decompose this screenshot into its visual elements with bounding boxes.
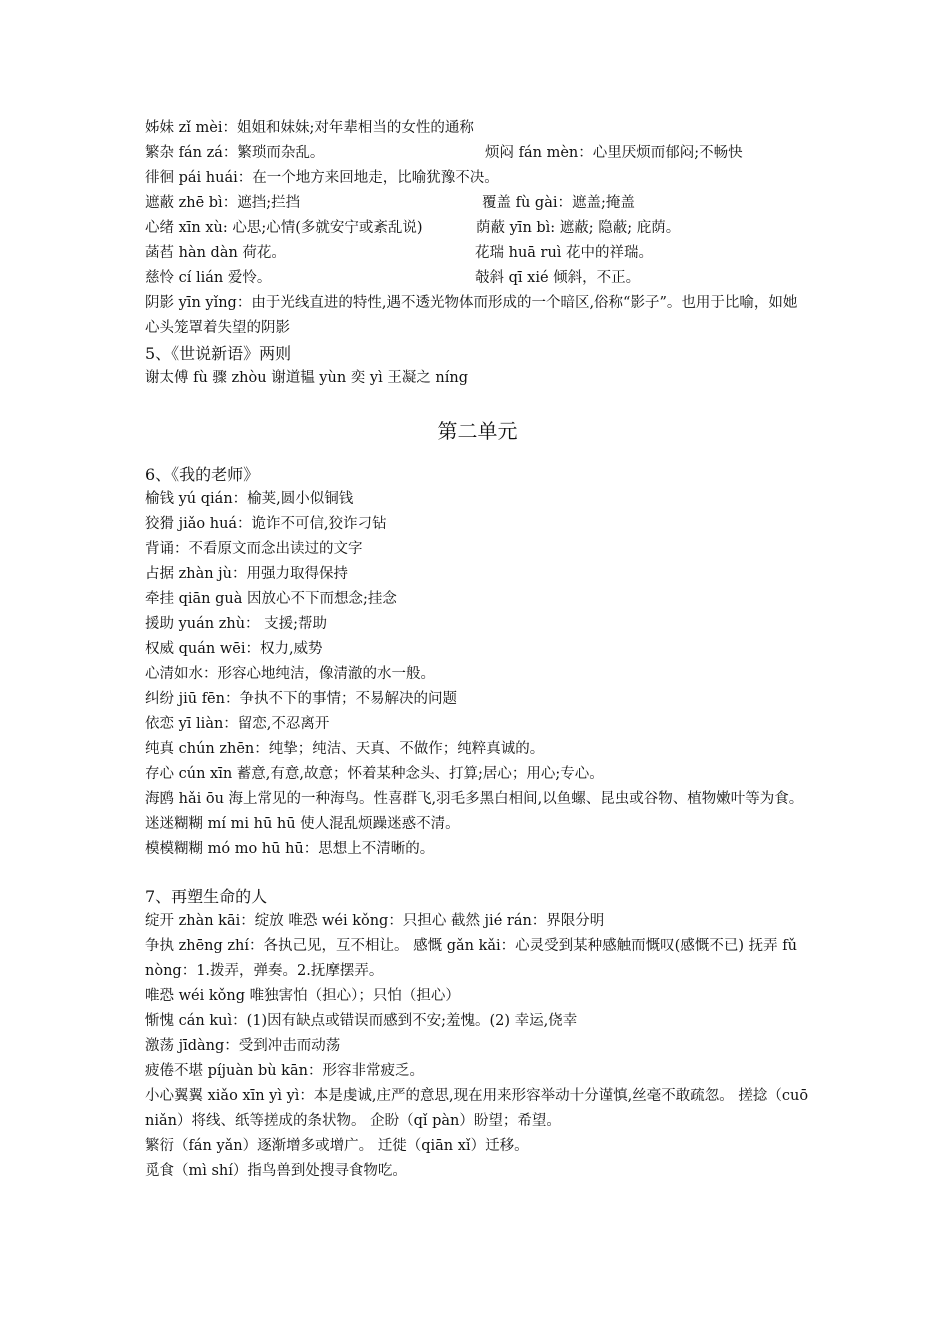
vocab-line: 觅食（mì shí）指鸟兽到处搜寻食物吃。 [145,1163,407,1179]
vocab-line: 纠纷 jiū fēn：争执不下的事情；不易解决的问题 [145,691,457,707]
vocab-line-pair [145,241,810,266]
vocab-line: 绽开 zhàn kāi：绽放 唯恐 wéi kǒng：只担心 截然 jié rán：界限分明 [145,913,605,929]
section-heading: 6、《我的老师》 [145,465,260,484]
vocab-line: 惭愧 cán kuì：(1)因有缺点或错误而感到不安;羞愧。(2) 幸运,侥幸 [145,1013,578,1029]
vocab-line: 依恋 yī liàn：留恋,不忍离开 [145,716,330,732]
vocab-line-pair [145,266,810,291]
vocab-entry: 繁杂 fán zá：繁琐而杂乱。 [145,145,325,161]
vocab-entry: 覆盖 fù gài：遮盖;掩盖 [482,195,635,211]
vocab-line: 姊妹 zǐ mèi：姐姐和妹妹;对年辈相当的女性的通称 [145,120,474,136]
vocab-line-pair [145,191,810,216]
vocab-entry: 慈怜 cí lián 爱怜。 [145,270,272,286]
vocab-line: 背诵：不看原文而念出读过的文字 [145,541,363,557]
vocab-line: 纯真 chún zhēn：纯挚；纯洁、天真、不做作；纯粹真诚的。 [145,741,545,757]
vocab-line: 心清如水：形容心地纯洁，像清澈的水一般。 [145,666,435,682]
vocab-line: 唯恐 wéi kǒng 唯独害怕（担心）；只怕（担心） [145,988,460,1004]
spacer [145,862,810,884]
vocab-line: 存心 cún xīn 蓄意,有意,故意；怀着某种念头、打算;居心；用心;专心。 [145,766,604,782]
vocab-line: 狡猾 jiǎo huá：诡诈不可信,狡诈刁钻 [145,516,387,532]
unit-title: 第二单元 [437,419,518,443]
document-page [145,116,810,1184]
vocab-line-pair [145,141,810,166]
vocab-entry: 菡萏 hàn dàn 荷花。 [145,245,286,261]
section-heading: 5、《世说新语》两则 [145,344,292,363]
vocab-line: 争执 zhēng zhí：各执己见，互不相让。 感慨 gǎn kǎi：心灵受到某种感触而慨叹(感慨不已) 抚弄 fǔ nòng：1.拨弄，弹奏。2.抚摩摆弄。 [145,938,797,979]
vocab-line: 谢太傅 fù 骤 zhòu 谢道韫 yùn 奕 yì 王凝之 níng [145,370,469,386]
vocab-line: 繁衍（fán yǎn）逐渐增多或增广。 迁徙（qiān xǐ）迁移。 [145,1138,529,1154]
vocab-entry: 攲斜 qī xié 倾斜，不正。 [475,270,641,286]
vocab-line: 援助 yuán zhù： 支援;帮助 [145,616,328,632]
vocab-entry: 花瑞 huā ruì 花中的祥瑞。 [475,245,654,261]
vocab-entry: 荫蔽 yīn bì: 遮蔽; 隐蔽; 庇荫。 [476,220,681,236]
vocab-line: 海鸥 hǎi ōu 海上常见的一种海鸟。性喜群飞,羽毛多黑白相间,以鱼螺、昆虫或谷物、植物嫩叶等为食。 [145,791,804,807]
vocab-entry: 烦闷 fán mèn：心里厌烦而郁闷;不畅快 [485,145,743,161]
vocab-line: 徘徊 pái huái：在一个地方来回地走，比喻犹豫不决。 [145,170,499,186]
vocab-line: 小心翼翼 xiǎo xīn yì yì：本是虔诚,庄严的意思,现在用来形容举动十分谨慎,丝毫不敢疏忽。 搓捻（cuō niǎn）将线、纸等搓成的条状物。 企盼（qǐ pàn）盼望；希望。 [145,1088,809,1129]
vocab-line: 模模糊糊 mó mo hū hū：思想上不清晰的。 [145,841,435,857]
vocab-line: 疲倦不堪 píjuàn bù kān：形容非常疲乏。 [145,1063,424,1079]
vocab-line: 牵挂 qiān guà 因放心不下而想念;挂念 [145,591,397,607]
vocab-line: 权威 quán wēi：权力,威势 [145,641,323,657]
vocab-line: 迷迷糊糊 mí mi hū hū 使人混乱烦躁迷惑不清。 [145,816,460,832]
section-heading: 7、再塑生命的人 [145,887,268,906]
vocab-line: 阴影 yīn yǐng：由于光线直进的特性,遇不透光物体而形成的一个暗区,俗称“影子”。也用于比喻，如她心头笼罩着失望的阴影 [145,295,798,336]
vocab-line: 占据 zhàn jù：用强力取得保持 [145,566,349,582]
vocab-line-pair [145,216,810,241]
vocab-line: 榆钱 yú qián：榆荚,圆小似铜钱 [145,491,354,507]
vocab-entry: 心绪 xīn xù: 心思;心情(多就安宁或紊乱说) [145,220,423,236]
vocab-line: 激荡 jīdàng：受到冲击而动荡 [145,1038,341,1054]
vocab-entry: 遮蔽 zhē bì：遮挡;拦挡 [145,195,301,211]
